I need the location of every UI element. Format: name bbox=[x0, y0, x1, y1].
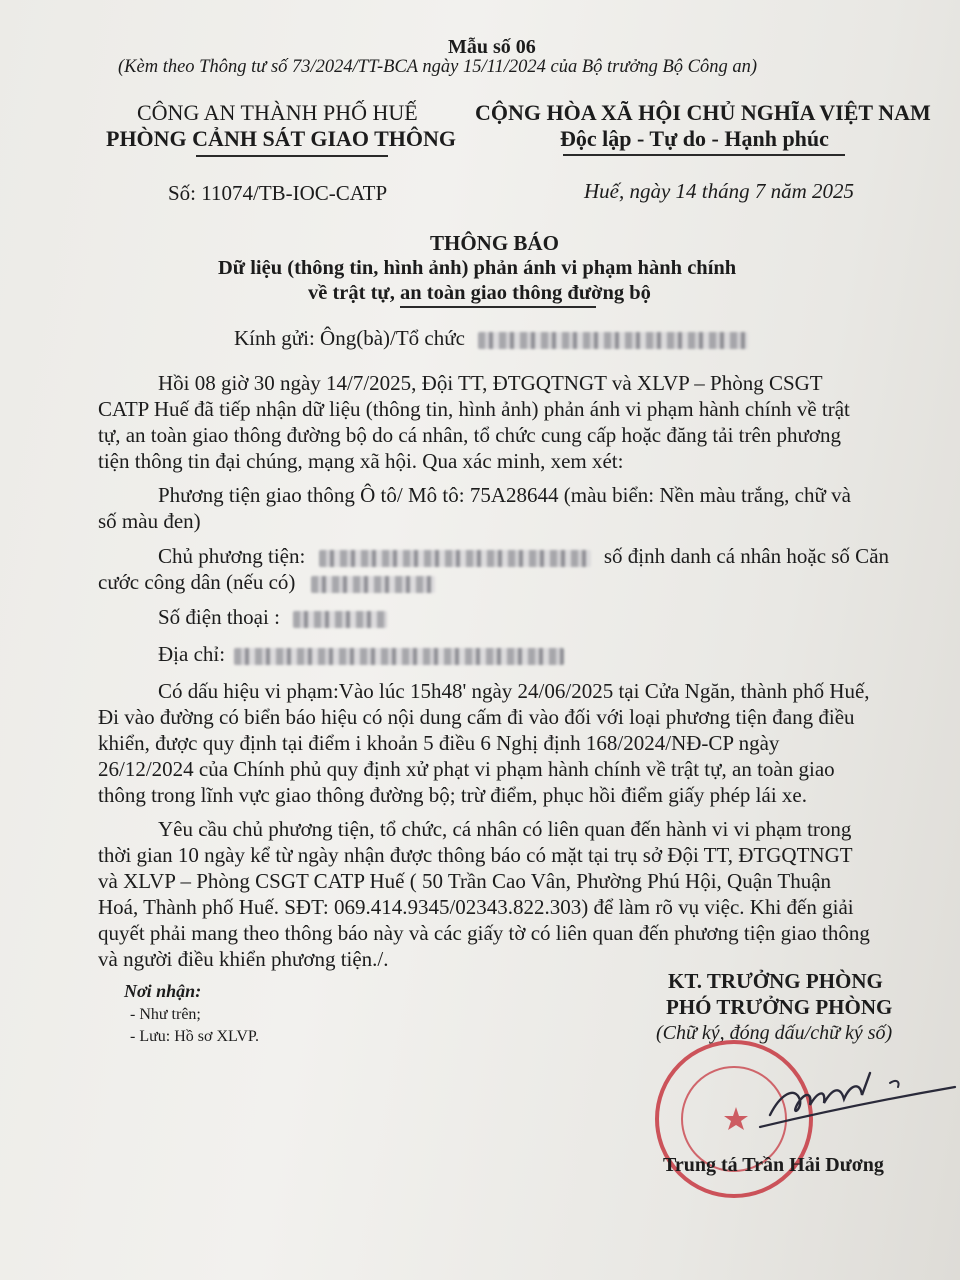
handwritten-signature-icon bbox=[740, 1055, 960, 1145]
agency-name: PHÒNG CẢNH SÁT GIAO THÔNG bbox=[106, 126, 457, 151]
recipients-title: Nơi nhận: bbox=[124, 981, 202, 1001]
owner-label: Chủ phương tiện: bbox=[158, 544, 306, 568]
signer-name: Trung tá Trần Hải Dương bbox=[663, 1154, 884, 1176]
document-title: THÔNG BÁO bbox=[430, 231, 559, 255]
form-reference: (Kèm theo Thông tư số 73/2024/TT-BCA ngày 15/11/2024 của Bộ trưởng Bộ Công an) bbox=[118, 57, 757, 77]
motto: Độc lập - Tự do - Hạnh phúc bbox=[560, 126, 829, 151]
request-line-5: quyết phải mang theo thông báo này và các giấy tờ có liên quan đến phương tiện giao thông bbox=[98, 921, 870, 945]
citizen-id-label: cước công dân (nếu có) bbox=[98, 570, 296, 594]
recipient-label: Kính gửi: Ông(bà)/Tổ chức bbox=[234, 326, 465, 350]
redacted-citizen-id bbox=[311, 576, 435, 593]
owner-line bbox=[158, 543, 889, 569]
recipient-item-1: - Như trên; bbox=[130, 1006, 201, 1023]
owner-id-text: số định danh cá nhân hoặc số Căn bbox=[603, 544, 890, 568]
place-date: Huế, ngày 14 tháng 7 năm 2025 bbox=[584, 179, 855, 203]
violation-line-1: Có dấu hiệu vi phạm:Vào lúc 15h48' ngày 24/06/2025 tại Cửa Ngăn, thành phố Huế, bbox=[158, 679, 870, 703]
phone-label: Số điện thoại : bbox=[158, 605, 280, 629]
redacted-phone bbox=[293, 611, 387, 628]
paragraph-1-line-3: tự, an toàn giao thông đường bộ do cá nhân, tổ chức cung cấp hoặc đăng tải trên phương bbox=[98, 423, 842, 447]
violation-line-3: khiển, được quy định tại điểm i khoản 5 điều 6 Nghị định 168/2024/NĐ-CP ngày bbox=[98, 731, 780, 755]
document-subtitle-2: về trật tự, an toàn giao thông đường bộ bbox=[308, 282, 651, 304]
redacted-owner-name bbox=[319, 550, 591, 567]
violation-line-5: thông trong lĩnh vực giao thông đường bộ; trừ điểm, phục hồi điểm giấy phép lái xe. bbox=[98, 783, 807, 807]
request-line-4: Hoá, Thành phố Huế. SĐT: 069.414.9345/02343.822.303) để làm rõ vụ việc. Khi đến giải bbox=[98, 895, 854, 919]
motto-underline bbox=[563, 154, 845, 156]
vehicle-line-1: Phương tiện giao thông Ô tô/ Mô tô: 75A28644 (màu biển: Nền màu trắng, chữ và bbox=[158, 483, 851, 507]
redacted-address bbox=[234, 648, 564, 665]
paragraph-1-line-1: Hồi 08 giờ 30 ngày 14/7/2025, Đội TT, ĐTGQTNGT và XLVP – Phòng CSGT bbox=[158, 371, 823, 395]
signer-title-1: KT. TRƯỞNG PHÒNG bbox=[668, 969, 883, 993]
recipient-line bbox=[234, 325, 748, 351]
request-line-1: Yêu cầu chủ phương tiện, tổ chức, cá nhân có liên quan đến hành vi vi phạm trong bbox=[158, 817, 852, 841]
signature-note: (Chữ ký, đóng dấu/chữ ký số) bbox=[656, 1022, 893, 1044]
violation-line-2: Đi vào đường có biển báo hiệu có nội dung cấm đi vào đối với loại phương tiện đang điều bbox=[98, 705, 855, 729]
agency-parent: CÔNG AN THÀNH PHỐ HUẾ bbox=[137, 100, 418, 125]
title-underline bbox=[400, 306, 596, 308]
redacted-recipient bbox=[478, 332, 748, 349]
vehicle-line-2: số màu đen) bbox=[98, 509, 201, 533]
agency-underline bbox=[196, 155, 388, 157]
phone-line bbox=[158, 604, 387, 630]
request-line-6: và người điều khiển phương tiện./. bbox=[98, 947, 389, 971]
citizen-id-line bbox=[98, 569, 435, 595]
signer-title-2: PHÓ TRƯỞNG PHÒNG bbox=[666, 995, 893, 1019]
paragraph-1-line-2: CATP Huế đã tiếp nhận dữ liệu (thông tin, hình ảnh) phản ánh vi phạm hành chính về trật bbox=[98, 397, 850, 421]
document-number: Số: 11074/TB-IOC-CATP bbox=[168, 181, 388, 205]
request-line-3: và XLVP – Phòng CSGT CATP Huế ( 50 Trần Cao Vân, Phường Phú Hội, Quận Thuận bbox=[98, 869, 832, 893]
recipient-item-2: - Lưu: Hồ sơ XLVP. bbox=[130, 1028, 259, 1045]
country-name: CỘNG HÒA XÃ HỘI CHỦ NGHĨA VIỆT NAM bbox=[475, 100, 931, 125]
paragraph-1-line-4: tiện thông tin đại chúng, mạng xã hội. Qua xác minh, xem xét: bbox=[98, 449, 624, 473]
address-label: Địa chỉ: bbox=[158, 642, 226, 666]
address-line bbox=[158, 641, 564, 667]
request-line-2: thời gian 10 ngày kể từ ngày nhận được thông báo có mặt tại trụ sở Đội TT, ĐTGQTNGT bbox=[98, 843, 853, 867]
form-number: Mẫu số 06 bbox=[448, 36, 536, 58]
violation-line-4: 26/12/2024 của Chính phủ quy định xử phạt vi phạm hành chính về trật tự, an toàn giao bbox=[98, 757, 835, 781]
document-subtitle-1: Dữ liệu (thông tin, hình ảnh) phản ánh vi phạm hành chính bbox=[218, 257, 737, 279]
